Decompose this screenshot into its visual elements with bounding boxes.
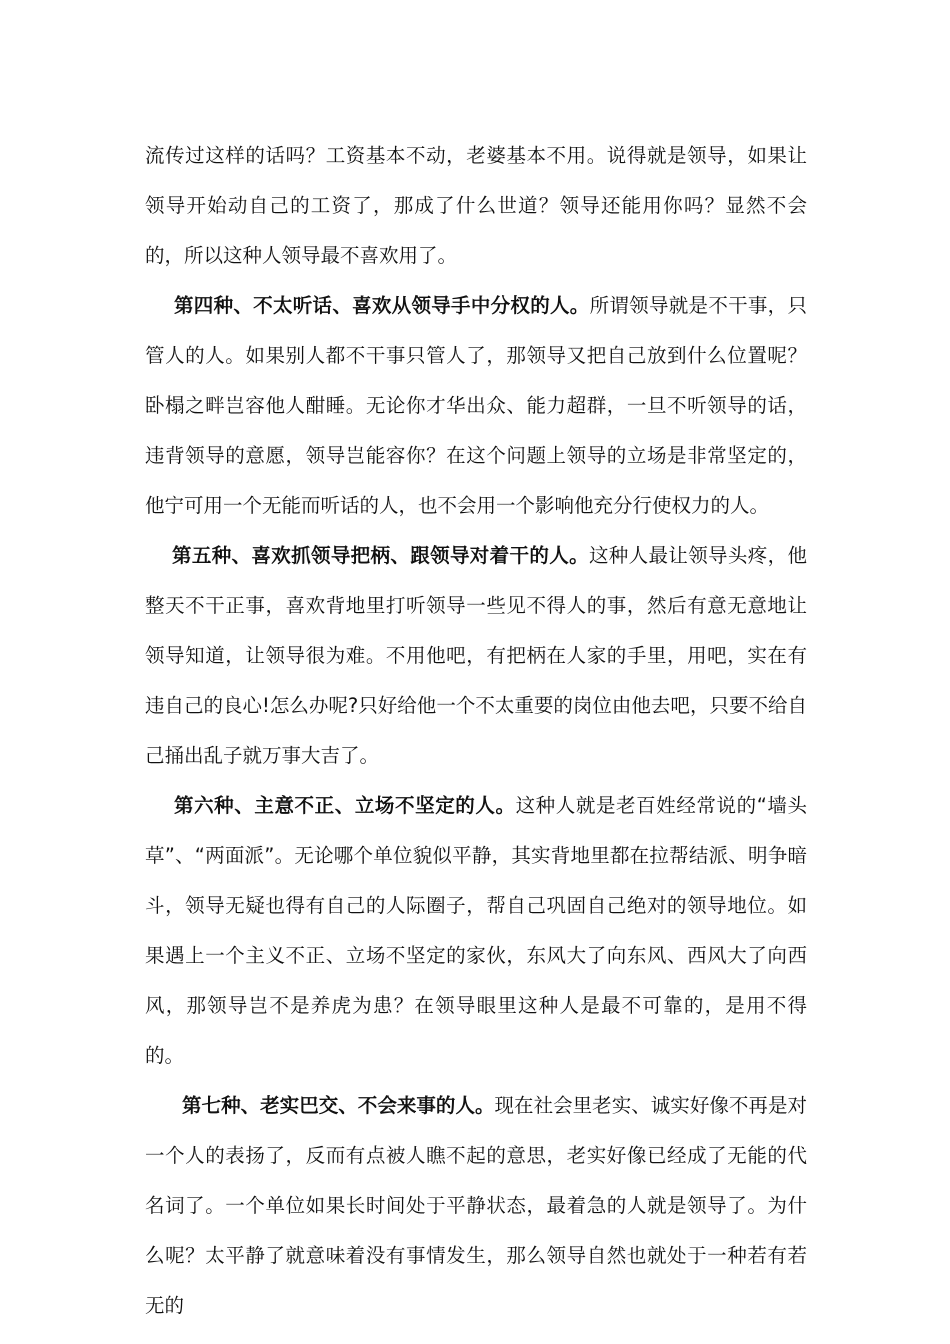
paragraph-text: 所谓领导就是不干事，只管人的人。如果别人都不干事只管人了，那领导又把自己放到什么位置呢？卧榻之畔岂容他人酣睡。无论你才华出众、能力超群，一旦不听领导的话，违背领导的意愿，领导岂能容你？在这个问题上领导的立场是非常坚定的，他宁可用一个无能而听话的人，也不会用一个影响他充分行使权力的人。	[145, 294, 807, 517]
paragraph-heading: 第六种、主意不正、立场不坚定的人。	[174, 794, 516, 817]
paragraph-type-six	[145, 781, 807, 1081]
paragraph-text: 流传过这样的话吗？工资基本不动，老婆基本不用。说得就是领导，如果让领导开始动自己的工资了，那成了什么世道？领导还能用你吗？显然不会的，所以这种人领导最不喜欢用了。	[145, 144, 807, 267]
paragraph-type-four	[145, 281, 807, 531]
paragraph-heading: 第七种、老实巴交、不会来事的人。	[182, 1094, 495, 1117]
paragraph-type-five	[145, 531, 807, 781]
paragraph-text: 现在社会里老实、诚实好像不再是对一个人的表扬了，反而有点被人瞧不起的意思，老实好像已经成了无能的代名词了。一个单位如果长时间处于平静状态，最着急的人就是领导了。为什么呢？太平静了就意味着没有事情发生，那么领导自然也就处于一种若有若无的	[145, 1094, 807, 1317]
paragraph-type-seven	[145, 1081, 807, 1331]
paragraph-heading: 第五种、喜欢抓领导把柄、跟领导对着干的人。	[172, 544, 589, 567]
paragraph-continuation	[145, 131, 807, 281]
paragraph-text: 这种人最让领导头疼，他整天不干正事，喜欢背地里打听领导一些见不得人的事，然后有意无意地让领导知道，让领导很为难。不用他吧，有把柄在人家的手里，用吧，实在有违自己的良心!怎么办呢?只好给他一个不太重要的岗位由他去吧，只要不给自己捅出乱子就万事大吉了。	[145, 544, 807, 767]
paragraph-heading: 第四种、不太听话、喜欢从领导手中分权的人。	[174, 294, 590, 317]
paragraph-text: 这种人就是老百姓经常说的“墙头草”、“两面派”。无论哪个单位貌似平静，其实背地里都在拉帮结派、明争暗斗，领导无疑也得有自己的人际圈子，帮自己巩固自己绝对的领导地位。如果遇上一个主义不正、立场不坚定的家伙，东风大了向东风、西风大了向西风，那领导岂不是养虎为患？在领导眼里这种人是最不可靠的，是用不得的。	[145, 794, 807, 1067]
document-body	[145, 131, 807, 1331]
